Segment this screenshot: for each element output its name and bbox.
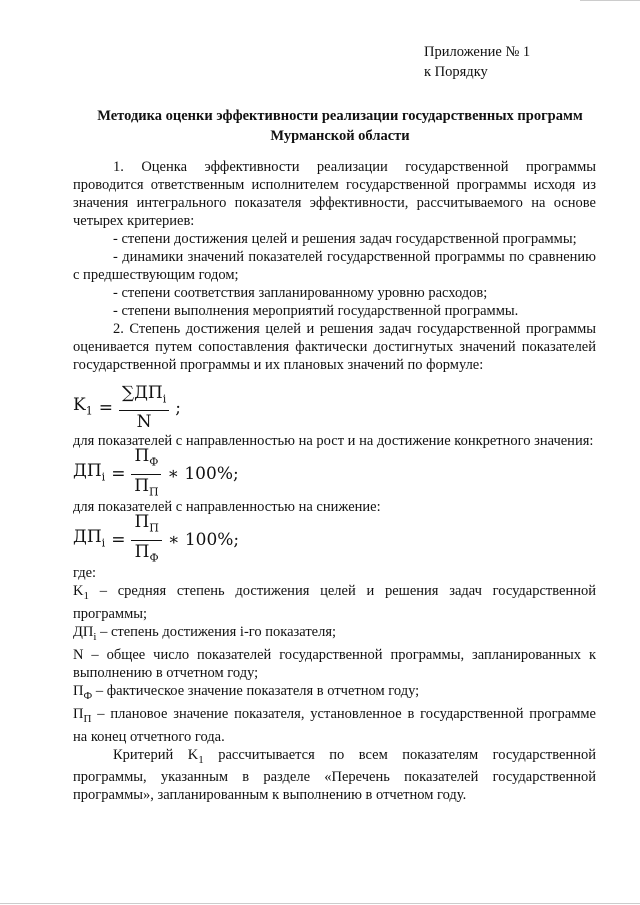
formula-dp-growth-eq: = [111,464,126,484]
decrease-indicators-text: для показателей с направленностью на снижение: [73,499,381,515]
scan-edge-bottom [0,903,640,904]
formula-dp-decrease-eq: = [111,530,126,550]
formula-dp-growth-numerator: $П_Ф$ [131,446,161,474]
scan-edge-top [580,0,640,1]
paragraph-2: 2. Степень достижения целей и решения задач государственной программы оценивается путем сопоставления фактически достигнутых значений показателей государственной программы и их плановых значений по формуле: [73,321,596,373]
criterion-3: - степени соответствия запланированному уровню расходов; [113,285,488,301]
formula-dp-growth [73,446,596,498]
formula-k1-numerator: $\sum ДП_i$ [119,383,169,411]
formula-dp-decrease-denominator: $П_Ф$ [134,541,159,564]
definition-n: N – общее число показателей государственной программы, запланированных к выполнению в отчетном году; [73,646,596,681]
formula-k1-denominator: N [136,412,152,433]
document-body [73,158,596,804]
document-title: Методика оценки эффективности реализации государственных программ Мурманской области [97,108,583,144]
formula-dp-growth-fraction [131,446,161,502]
formula-k1-eq: = [98,398,113,418]
closing-paragraph: Критерий $K_1$ рассчитывается по всем показателям государственной программы, указанным в разделе «Перечень показателей государственной программы», запланированным к выполнению в отчетном году. [73,746,596,804]
definition-pf: $П_Ф$ – фактическое значение показателя в отчетном году; [73,682,420,702]
formula-dp-growth-lhs: $ДП_i$ [73,460,106,484]
criterion-4: - степени выполнения мероприятий государственной программы. [113,303,519,319]
formula-dp-decrease [73,512,596,564]
definition-dpi: $ДП_i$ – степень достижения i-го показателя; [73,623,337,643]
formula-k1-lhs: $K_1$ [73,394,93,418]
where-label: где: [73,565,97,581]
formula-dp-decrease-numerator: $П_П$ [131,512,161,540]
formula-k1-tail: ; [175,398,182,418]
formula-dp-decrease-tail: ∗ 100%; [167,530,240,550]
formula-k1 [73,384,596,432]
growth-indicators-text: для показателей с направленностью на рост и на достижение конкретного значения: [73,433,594,449]
appendix-line-2: к Порядку [424,64,488,80]
appendix-reference [424,42,530,82]
definition-k1: $K_1$ – средняя степень достижения целей и решения задач государственной программы; [73,583,596,622]
paragraph-1: 1. Оценка эффективности реализации государственной программы проводится ответственным исполнителем государственной программы исходя из значения интегрального показателя эффективности, рассчитываемого на основе четырех критериев: [73,159,596,229]
formula-dp-growth-tail: ∗ 100%; [167,464,239,484]
criterion-1: - степени достижения целей и решения задач государственной программы; [113,231,577,247]
definition-pp: $П_П$ – плановое значение показателя, установленное в государственной программе на конец отчетного года. [73,705,596,745]
appendix-line-1: Приложение № 1 [424,44,531,60]
criterion-2: - динамики значений показателей государственной программы по сравнению с предшествующим годом; [73,249,596,283]
formula-dp-growth-denominator: $П_П$ [134,475,159,498]
formula-dp-decrease-fraction [131,512,161,568]
formula-dp-decrease-lhs: $ДП_i$ [73,526,106,550]
formula-k1-fraction [119,383,169,433]
